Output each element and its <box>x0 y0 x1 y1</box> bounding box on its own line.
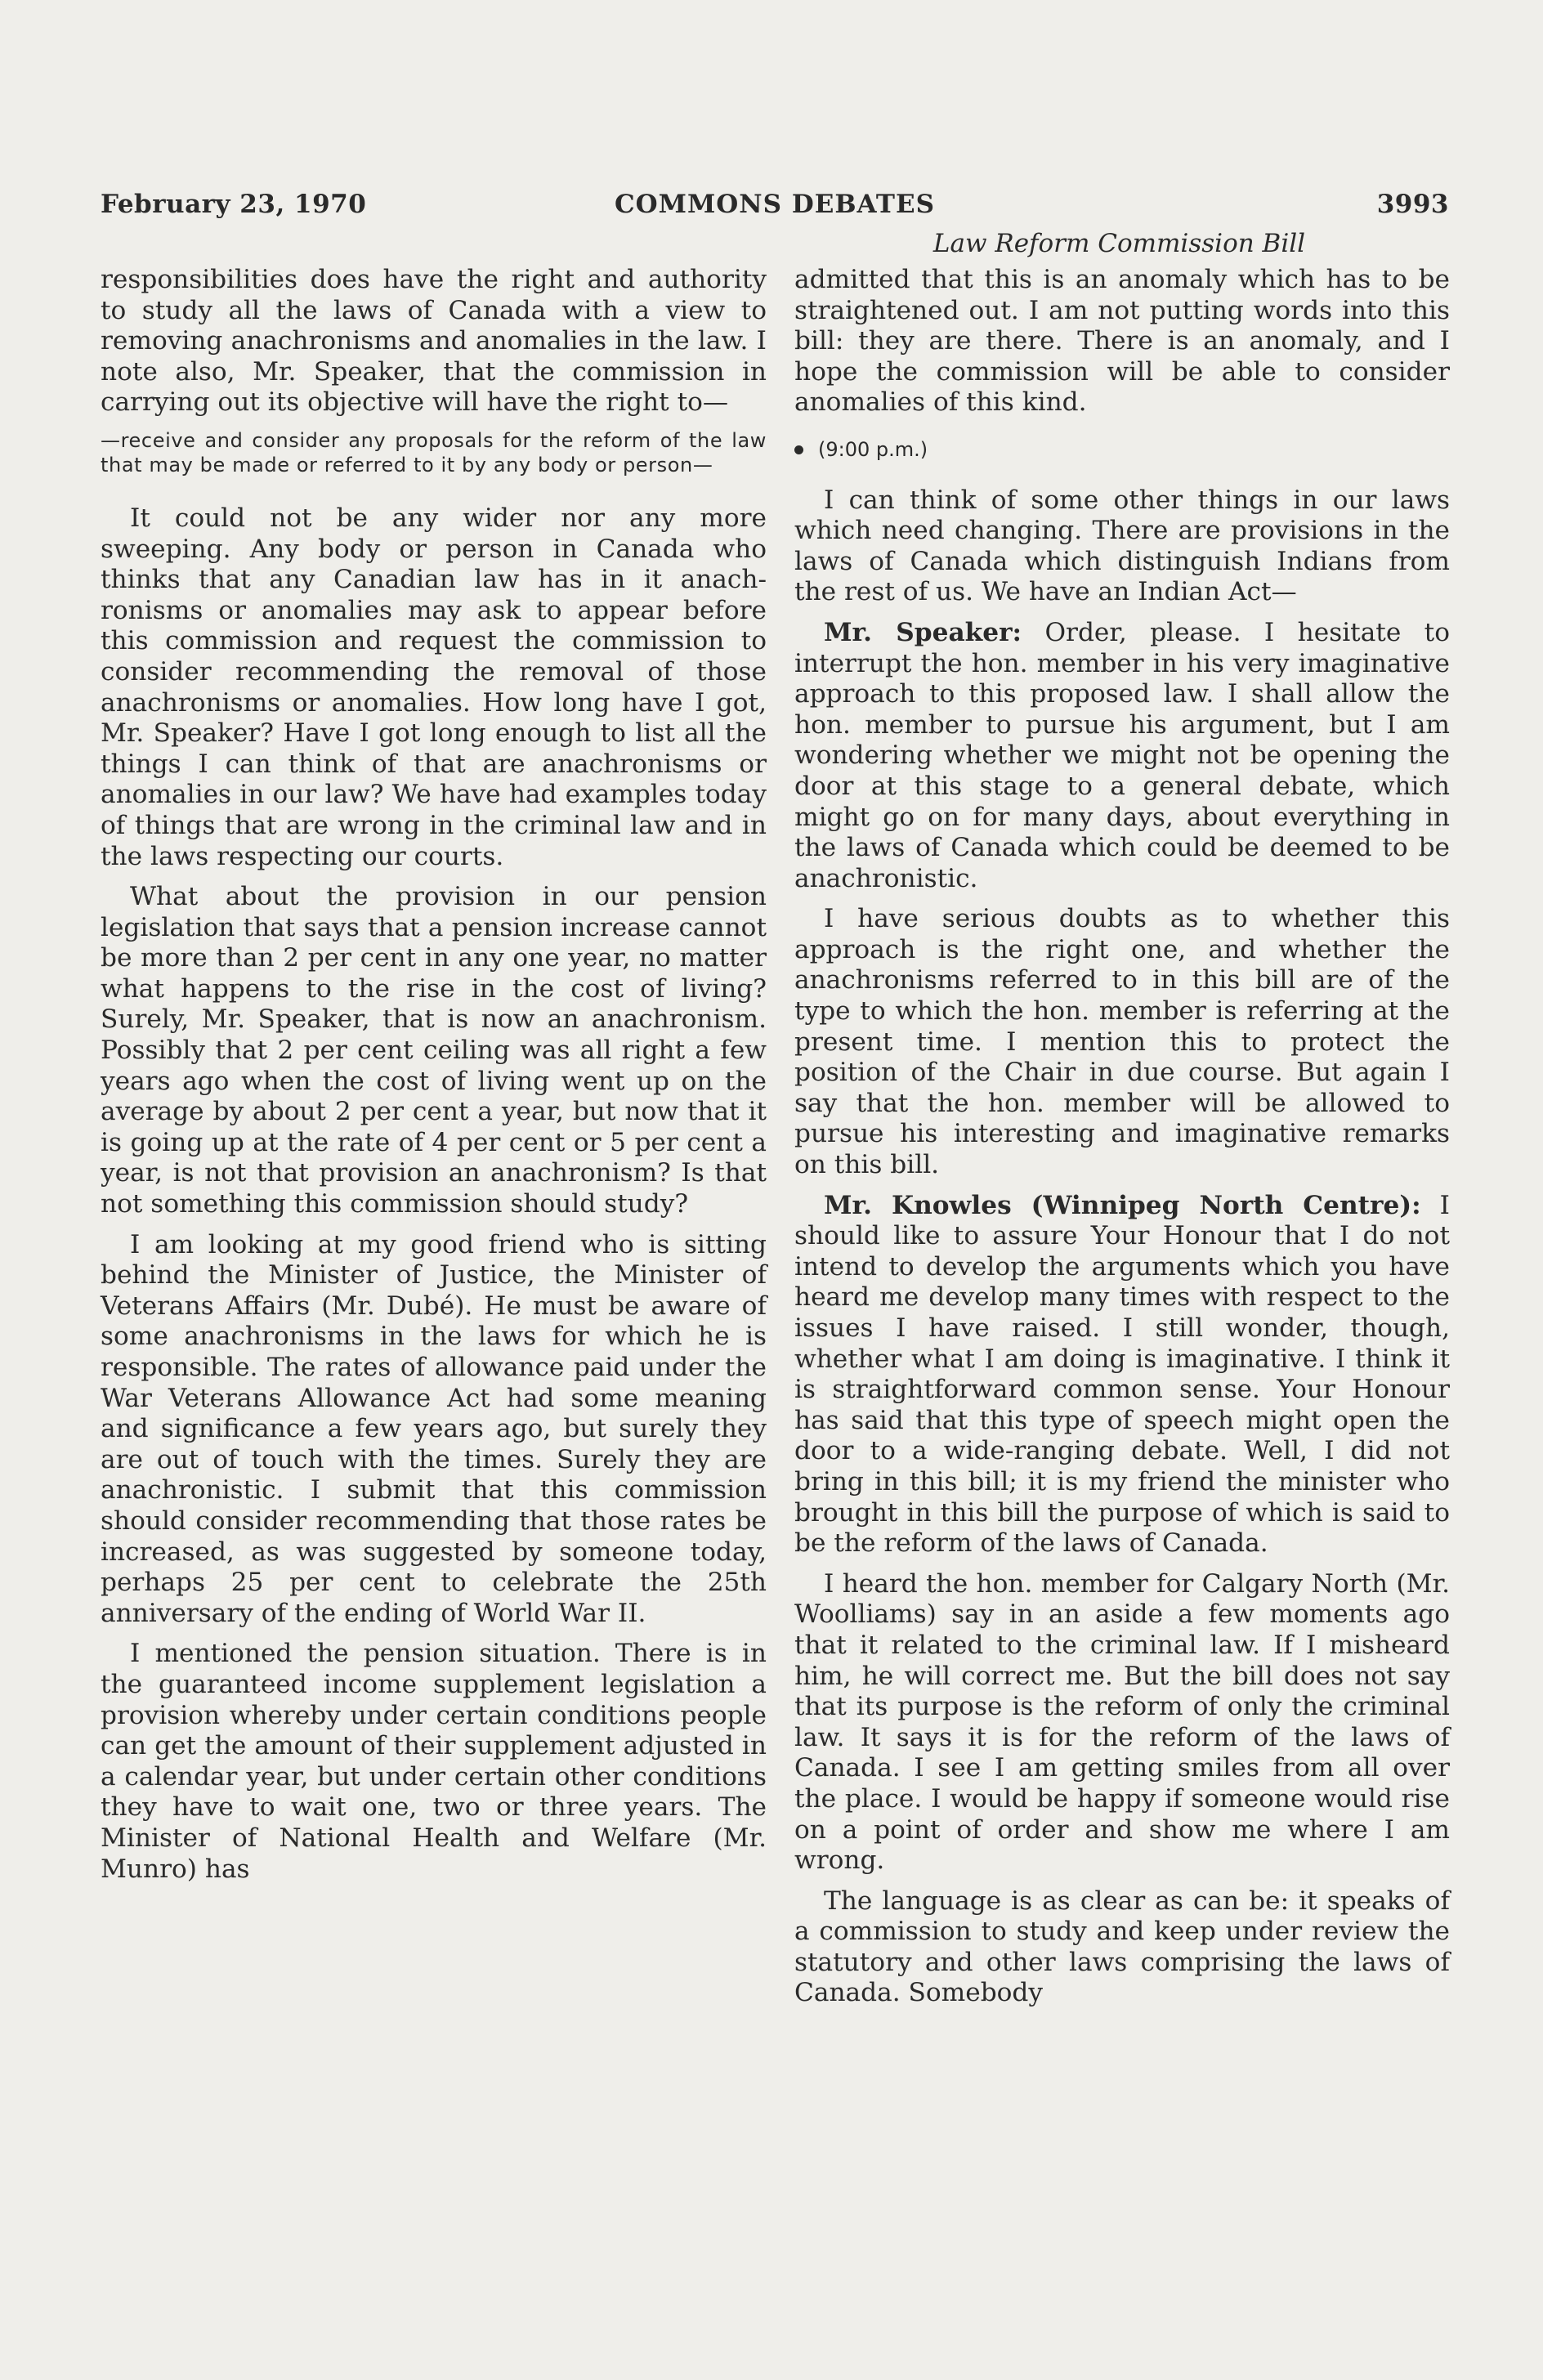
paragraph: I have serious doubts as to whether this approach is the right one, and whether the anachronisms referred to in this bill are of the type to which the hon. member is referring at the present time. I mention this to protect the position of the Chair in due course. But again I say that the hon. member will be allowed to pursue his interesting and imaginative remarks on this bill. <box>794 904 1450 1180</box>
header-page-number: 3993 <box>1376 190 1449 219</box>
paragraph: What about the provision in our pension legislation that says that a pension increase cannot be more than 2 per cent in any one year, no matter what happens to the rise in the cost of living? Surely, Mr. Speaker, that is now an anachronism. Possibly that 2 per cent ceiling was all right a few years ago when the cost of living went up on the average by about 2 per cent a year, but now that it is going up at the rate of 4 per cent or 5 per cent a year, is not that provision an anachronism? Is that not something this commission should study? <box>101 882 767 1219</box>
time-stamp: (9:00 p.m.) <box>818 437 928 461</box>
speaker-paragraph <box>794 1191 1450 1559</box>
header-date: February 23, 1970 <box>101 190 367 219</box>
right-column <box>794 265 1450 2019</box>
section-subject: Law Reform Commission Bill <box>933 229 1306 258</box>
speaker-name: Mr. Speaker: <box>824 617 1022 647</box>
paragraph: I am looking at my good friend who is sitting behind the Minister of Justice, the Minister of Veterans Affairs (Mr. Dubé). He must be aware of some anachronisms in the laws for which he is responsible. The rates of allowance paid under the War Veterans Allowance Act had some meaning and significance a few years ago, but surely they are out of touch with the times. Surely they are anachronistic. I submit that this commission should consider recommending that those rates be increased, as was suggested by someone today, perhaps 25 per cent to celebrate the 25th anniversary of the ending of World War II. <box>101 1229 767 1628</box>
paragraph: responsibilities does have the right and authority to study all the laws of Canada with a view to removing anachronisms and anomalies in the law. I note also, Mr. Speaker, that the commission in carrying out its objective will have the right to— <box>101 265 767 418</box>
speaker-paragraph <box>794 618 1450 894</box>
paragraph: I mentioned the pension situation. There is in the guaranteed income supplement legislation a provision whereby under certain conditions people can get the amount of their supplement adjusted in a calendar year, but under certain other conditions they have to wait one, two or three years. The Minister of National Health and Welfare (Mr. Munro) has <box>101 1639 767 1884</box>
header-publication: COMMONS DEBATES <box>615 190 935 219</box>
paragraph: It could not be any wider nor any more sweeping. Any body or person in Canada who thinks that any Canadian law has in it anachronisms or anomalies may ask to appear before this commission and request the commission to consider recommending the removal of those anachronisms or anomalies. How long have I got, Mr. Speaker? Have I got long enough to list all the things I can think of that are anachronisms or anomalies in our law? We have had examples today of things that are wrong in the criminal law and in the laws respecting our courts. <box>101 503 767 871</box>
paragraph: I heard the hon. member for Calgary North (Mr. Woolliams) say in an aside a few moments ago that it related to the criminal law. If I misheard him, he will correct me. But the bill does not say that its purpose is the reform of only the criminal law. It says it is for the reform of the laws of Canada. I see I am getting smiles from all over the place. I would be happy if someone would rise on a point of order and show me where I am wrong. <box>794 1568 1450 1876</box>
paragraph: admitted that this is an anomaly which has to be straightened out. I am not putting words into this bill: they are there. There is an anomaly, and I hope the commission will be able to consider anomalies of this kind. <box>794 265 1450 418</box>
left-column <box>101 265 767 1895</box>
speech-text: Order, please. I hesitate to interrupt the hon. member in his very imaginative approach to this proposed law. I shall allow the hon. member to pursue his argument, but I am wondering whether we might not be opening the door at this stage to a general debate, which might go on for many days, about everything in the laws of Canada which could be deemed to be anachronistic. <box>794 617 1450 893</box>
quoted-text: —receive and consider any proposals for the reform of the law that may be made or referred to it by any body or person— <box>101 428 767 476</box>
bullet-icon <box>794 445 803 454</box>
time-marker <box>794 435 1450 466</box>
running-head <box>101 190 1449 230</box>
paragraph: The language is as clear as can be: it speaks of a commission to study and keep under review the statutory and other laws comprising the laws of Canada. Somebody <box>794 1886 1450 2008</box>
paragraph: I can think of some other things in our laws which need changing. There are provisions in the laws of Canada which distinguish Indians from the rest of us. We have an Indian Act— <box>794 485 1450 607</box>
speaker-name: Mr. Knowles (Winnipeg North Centre): <box>824 1190 1421 1220</box>
speech-text: I should like to assure Your Honour that I do not intend to develop the arguments which you have heard me develop many times with respect to the issues I have raised. I still wonder, though, whether what I am doing is imaginative. I think it is straightforward common sense. Your Honour has said that this type of speech might open the door to a wide-ranging debate. Well, I did not bring in this bill; it is my friend the minister who brought in this bill the purpose of which is said to be the reform of the laws of Canada. <box>794 1190 1450 1559</box>
